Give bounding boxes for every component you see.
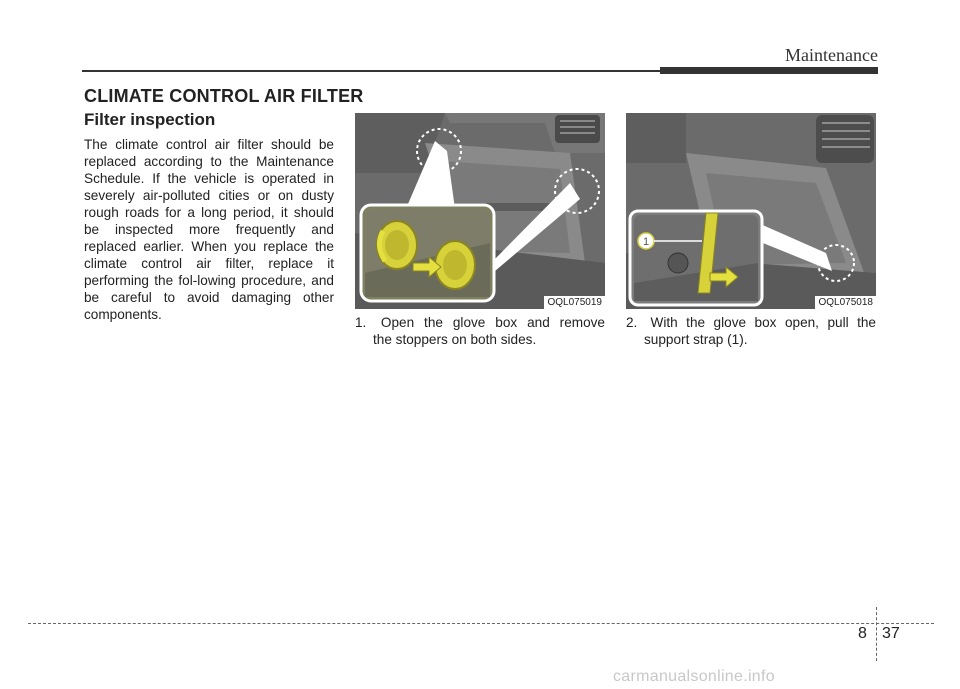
step-1 [355, 314, 605, 348]
footer-divider [876, 607, 877, 661]
figure-glovebox-stoppers [355, 113, 605, 309]
step-2 [626, 314, 876, 348]
footer-rule [28, 623, 934, 624]
subheading: Filter inspection [84, 110, 216, 129]
step-number: 2. [626, 315, 638, 330]
page-title: CLIMATE CONTROL AIR FILTER [84, 86, 364, 106]
step-line [355, 314, 605, 331]
step-text: Open the glove box and remove [380, 315, 605, 330]
header-rule-thin [82, 70, 662, 72]
chapter-number: 8 [858, 625, 867, 642]
section-label: Maintenance [785, 45, 878, 65]
page-number: 37 [882, 625, 900, 642]
callout-number: 1 [642, 236, 650, 248]
step-line [626, 314, 876, 331]
glovebox-stoppers-illustration [355, 113, 605, 309]
figure-support-strap [626, 113, 876, 309]
watermark: carmanualsonline.info [613, 668, 775, 685]
figure-code: OQL075019 [544, 296, 606, 309]
figure-code: OQL075018 [815, 296, 877, 309]
header-rule-thick [660, 67, 878, 74]
step-text: With the glove box open, pull the [650, 315, 876, 330]
body-paragraph: The climate control air filter should be replaced according to the Maintenance Schedule. If the vehicle is operated in severely air-polluted cities or on dusty rough roads for a long period, it should be inspected more frequently and replaced earlier. When you replace the climate control air filter, replace it performing the fol-lowing procedure, and be careful to avoid damaging other components. [84, 137, 334, 322]
support-strap-illustration [626, 113, 876, 309]
step-number: 1. [355, 315, 367, 330]
step-line-continued: support strap (1). [644, 332, 748, 347]
step-line-continued: the stoppers on both sides. [373, 332, 537, 347]
